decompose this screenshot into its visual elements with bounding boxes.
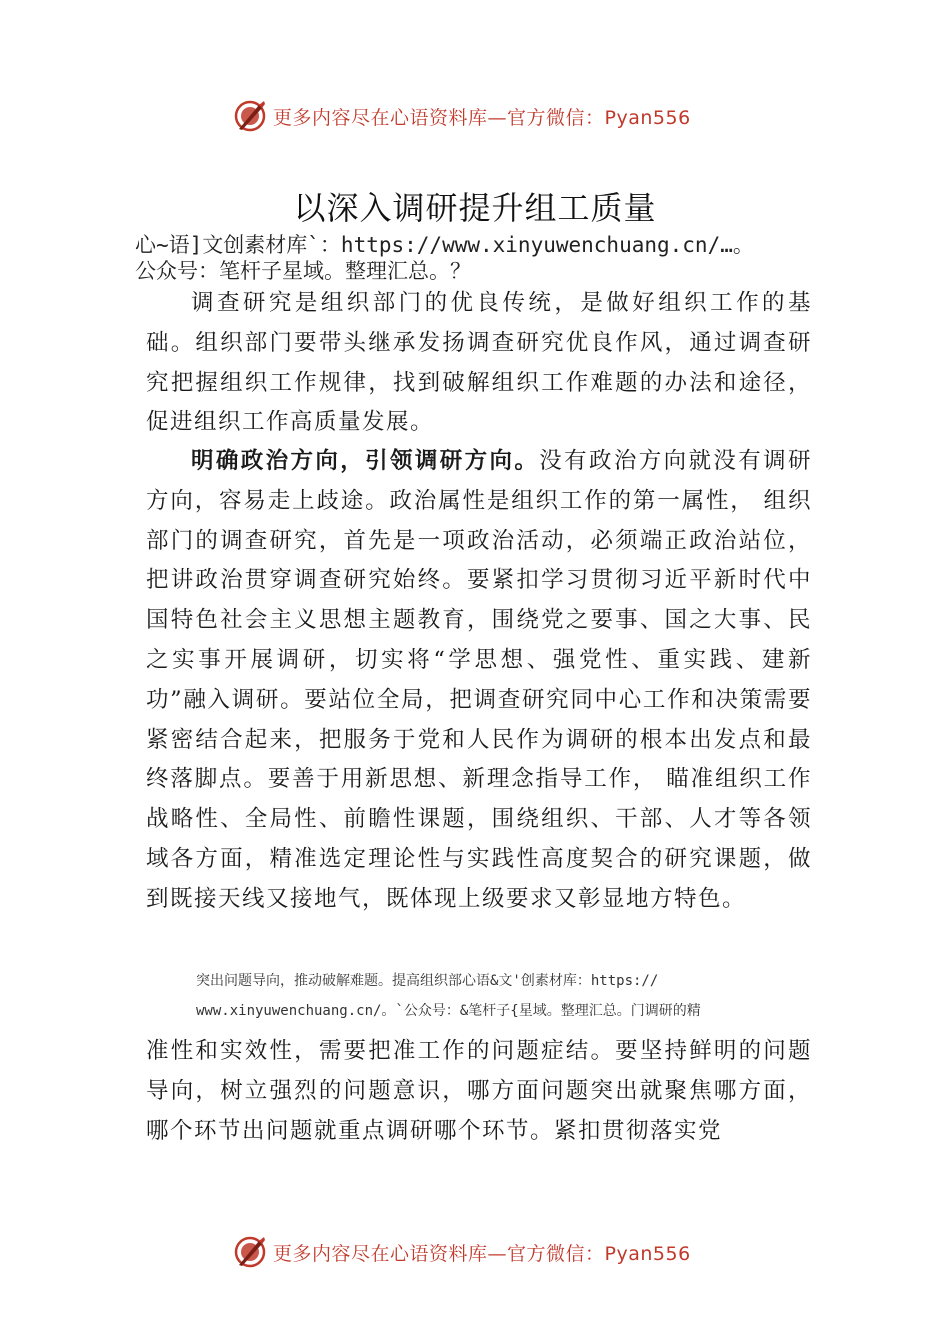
paragraph-lead: 明确政治方向，引领调研方向。 xyxy=(191,448,540,474)
wechat-id: Pyan556 xyxy=(604,106,691,129)
paragraph-body: 没有政治方向就没有调研方向，容易走上歧途。政治属性是组织工作的第一属性， 组织部门的调查研究，首先是一项政治活动，必须端正政治站位，把讲政治贯穿调查研究始终。要紧扣学习贯彻习近平新时代中国特色社会主义思想主题教育，围绕党之要事、国之大事、民之实事开展调研，切实将“学思想、强党性、重实践、建新功”融入调研。要站位全局，把调查研究同中心工作和决策需要紧密结合起来，把服务于党和人民作为调研的根本出发点和最终落脚点。要善于用新思想、新理念指导工作， 瞄准组织工作战略性、全局性、前瞻性课题，围绕组织、干部、人才等各领域各方面，精准选定理论性与实践性高度契合的研究课题，做到既接天线又接地气，既体现上级要求又彰显地方特色。 xyxy=(146,448,812,912)
paragraph-intro: 调查研究是组织部门的优良传统，是做好组织工作的基础。组织部门要带头继承发扬调查研究优良作风，通过调查研究把握组织工作规律，找到破解组织工作难题的办法和途径，促进组织工作高质量发展。 xyxy=(146,290,812,436)
source-line-2: 公众号：笔杆子星域。整理汇总。？ xyxy=(135,259,471,283)
watermark-text: 更多内容尽在心语资料库—官方微信：Pyan556 xyxy=(273,1242,691,1265)
header-watermark xyxy=(0,96,950,136)
inserted-note xyxy=(196,966,796,1026)
watermark-text: 更多内容尽在心语资料库—官方微信：Pyan556 xyxy=(273,106,691,129)
pen-seal-icon xyxy=(233,99,267,133)
inserted-note-line: 突出问题导向，推动破解难题。提高组织部心语&文'创素材库：https:// xyxy=(196,973,659,989)
source-line-1: 心~语]文创素材库`：https://www.xinyuwenchuang.cn/…。 xyxy=(135,233,754,257)
paragraph-problem-orientation: 准性和实效性，需要把准工作的问题症结。要坚持鲜明的问题导向，树立强烈的问题意识，哪方面问题突出就聚焦哪方面，哪个环节出问题就重点调研哪个环节。紧扣贯彻落实党 xyxy=(146,1038,812,1144)
inserted-note-line: www.xinyuwenchuang.cn/。`公众号：&笔杆子{星域。整理汇总。门调研的精 xyxy=(196,1003,701,1019)
paragraph-political-direction xyxy=(146,442,812,920)
page-title: 以深入调研提升组工质量 xyxy=(293,189,657,227)
pen-seal-icon xyxy=(233,1235,267,1269)
footer-watermark xyxy=(0,1232,950,1272)
wechat-id: Pyan556 xyxy=(604,1242,691,1265)
